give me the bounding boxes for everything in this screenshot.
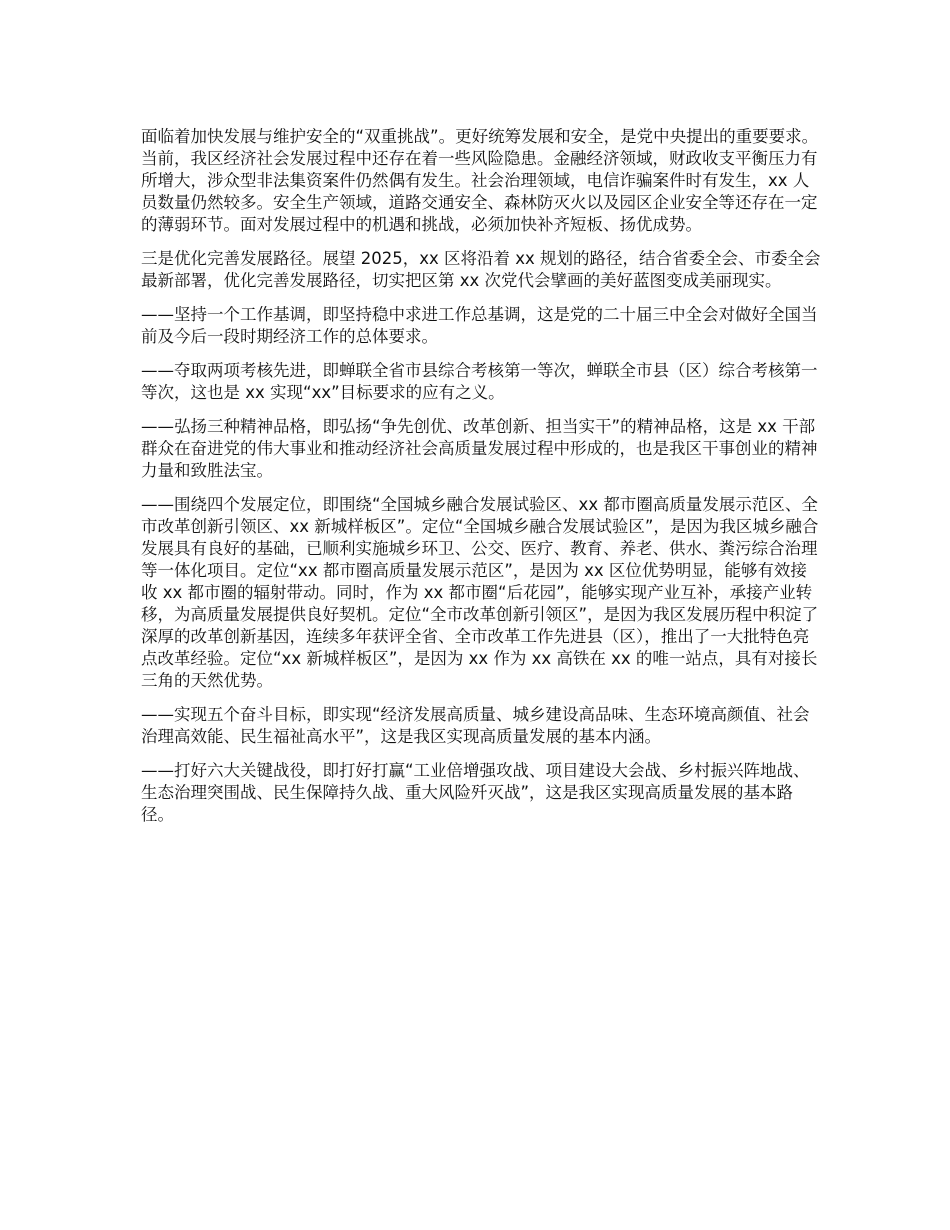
paragraph-optimize-path: 三是优化完善发展路径。展望 2025，xx 区将沿着 xx 规划的路径，结合省委全会、市委全会最新部署，优化完善发展路径，切实把区第 xx 次党代会擘画的美好蓝图变成美丽现实。 <box>141 249 821 290</box>
paragraph-security-challenges: 面临着加快发展与维护安全的“双重挑战”。更好统筹发展和安全，是党中央提出的重要要求。当前，我区经济社会发展过程中还存在着一些风险隐患。金融经济领域，财政收支平衡压力有所增大，涉众型非法集资案件仍然偶有发生。社会治理领域，电信诈骗案件时有发生，xx 人员数量仍然较多。安全生产领域，道路交通安全、森林防灭火以及园区企业安全等还存在一定的薄弱环节。面对发展过程中的机遇和挑战，必须加快补齐短板、扬优成势。 <box>141 127 819 234</box>
paragraph-five-goals: ——实现五个奋斗目标，即实现“经济发展高质量、城乡建设高品味、生态环境高颜值、社会治理高效能、民生福祉高水平”，这是我区实现高质量发展的基本内涵。 <box>141 705 810 746</box>
paragraph-work-tone: ——坚持一个工作基调，即坚持稳中求进工作总基调，这是党的二十届三中全会对做好全国当前及今后一段时期经济工作的总体要求。 <box>141 305 818 346</box>
document-body <box>141 126 823 838</box>
paragraph-six-battles: ——打好六大关键战役，即打好打赢“工业倍增强攻战、项目建设大会战、乡村振兴阵地战、生态治理突围战、民生保障持久战、重大风险歼灭战”，这是我区实现高质量发展的基本路径。 <box>141 761 810 824</box>
paragraph-assessment-goals: ——夺取两项考核先进，即蝉联全省市县综合考核第一等次，蝉联全市县（区）综合考核第一等次，这也是 xx 实现“xx”目标要求的应有之义。 <box>141 361 818 402</box>
paragraph-spirit-character: ——弘扬三种精神品格，即弘扬“争先创优、改革创新、担当实干”的精神品格，这是 xx 干部群众在奋进党的伟大事业和推动经济社会高质量发展过程中形成的，也是我区干事创业的精神力量和致胜法宝。 <box>141 417 818 480</box>
paragraph-development-positioning: ——围绕四个发展定位，即围绕“全国城乡融合发展试验区、xx 都市圈高质量发展示范区、全市改革创新引领区、xx 新城样板区”。定位“全国城乡融合发展试验区”，是因为我区城乡融合发展具有良好的基础，已顺利实施城乡环卫、公交、医疗、教育、养老、供水、粪污综合治理等一体化项目。定位“xx 都市圈高质量发展示范区”，是因为 xx 区位优势明显，能够有效接收 xx 都市圈的辐射带动。同时，作为 xx 都市圈“后花园”，能够实现产业互补，承接产业转移，为高质量发展提供良好契机。定位“全市改革创新引领区”，是因为我区发展历程中积淀了深厚的改革创新基因，连续多年获评全省、全市改革工作先进县（区），推出了一大批特色亮点改革经验。定位“xx 新城样板区”，是因为 xx 作为 xx 高铁在 xx 的唯一站点，具有对接长三角的天然优势。 <box>141 495 819 690</box>
